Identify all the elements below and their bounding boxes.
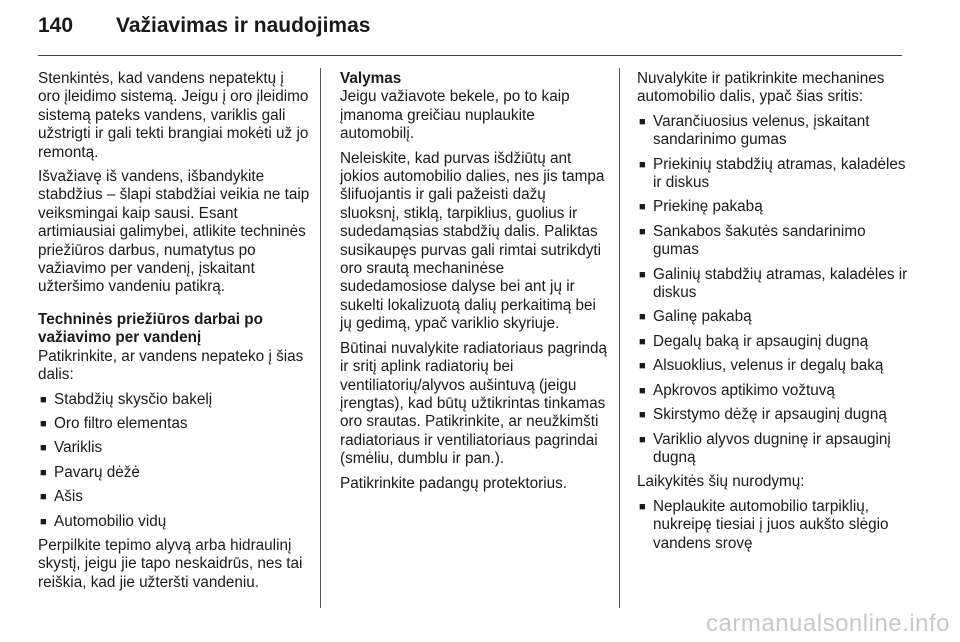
list-item: ■ Priekinę pakabą (639, 198, 763, 216)
paragraph: Stenkintės, kad vandens nepatektų į oro įleidimo sistemą. Jeigu į oro įleidimo sistemą pateks vandens, variklis gali užstrigti ir gali tekti brangiai mokėti už jo remontą. (38, 70, 309, 161)
subheading: Techninės priežiūros darbai po važiavimo per vandenį (38, 310, 263, 347)
column-1 (38, 70, 310, 598)
bullet-icon: ■ (639, 360, 646, 373)
list-item: ■ Galinių stabdžių atramas, kaladėles ir diskus (639, 265, 908, 302)
paragraph: Jeigu važiavote bekele, po to kaip įmanoma greičiau nuplaukite automobilį. (340, 88, 570, 143)
list-item: ■ Sankabos šakutės sandarinimo gumas (639, 222, 866, 259)
paragraph: Būtinai nuvalykite radiatoriaus pagrindą ir sritį aplink radiatorių bei ventiliatorių/alyvos aušintuvą (jeigu įrengtas), kad būtų užtikrintas tinkamas oro srautas. Patikrinkite, ar neužkimšti radiatoriaus ir ventiliatoriaus pagrindai (smėliu, dumblu ir pan.). (340, 339, 608, 468)
bullet-icon: ■ (40, 417, 47, 430)
subheading: Valymas (340, 70, 402, 87)
section-title: Važiavimas ir naudojimas (116, 14, 371, 37)
paragraph: Patikrinkite padangų protektorius. (340, 474, 568, 492)
list-item: ■ Galinę pakabą (639, 308, 752, 326)
list-item: ■ Automobilio vidų (40, 512, 167, 530)
paragraph: Perpilkite tepimo alyvą arba hidraulinį skystį, jeigu jie tapo neskaidrūs, nes tai reiškia, kad jie užteršti vandeniu. (38, 536, 303, 591)
bullet-list (637, 498, 909, 553)
list-item: ■ Variklis (40, 439, 103, 457)
paragraph: Nuvalykite ir patikrinkite mechanines automobilio dalis, ypač šias sritis: (637, 70, 885, 106)
bullet-icon: ■ (639, 158, 646, 171)
bullet-icon: ■ (639, 384, 646, 397)
bullet-icon: ■ (639, 335, 646, 348)
bullet-icon: ■ (40, 466, 47, 479)
list-item: ■ Priekinių stabdžių atramas, kaladėles ir diskus (639, 155, 906, 192)
bullet-icon: ■ (639, 115, 646, 128)
bullet-list (637, 113, 909, 468)
page-header (38, 14, 370, 50)
paragraph: Laikykitės šių nurodymų: (637, 473, 805, 491)
list-item: ■ Skirstymo dėžę ir apsauginį dugną (639, 406, 887, 424)
paragraph: Neleiskite, kad purvas išdžiūtų ant jokios automobilio dalies, nes jis tampa šlifuojantis ir gali pažeisti dažų sluoksnį, stiklą, tarpiklius, guolius ir sudedamąsias stabdžių dalis. Paliktas susikaupęs purvas gali rimtai sutrikdyti oro srautą mechaninėse sudedamosiose dalyse bei ant jų ir sukelti lokalizuotą dalių perkaitimą bei jų gedimą, ypač variklio skyriuje. (340, 149, 605, 333)
paragraph: Patikrinkite, ar vandens nepateko į šias dalis: (38, 347, 304, 384)
bullet-list (38, 391, 310, 531)
list-item: ■ Neplaukite automobilio tarpiklių, nukreipę tiesiai į juos aukšto slėgio vandens srovę (639, 497, 889, 552)
list-item: ■ Oro filtro elementas (40, 414, 188, 432)
column-divider (619, 68, 620, 608)
page-number: 140 (38, 14, 74, 37)
watermark: carmanualsonline.info (706, 610, 950, 637)
column-2 (340, 70, 608, 499)
bullet-icon: ■ (40, 491, 47, 504)
bullet-icon: ■ (639, 225, 646, 238)
paragraph: Išvažiavę iš vandens, išbandykite stabdžius – šlapi stabdžiai veikia ne taip veiksmingai kaip sausi. Esant artimiausiai galimybei, atlikite techninės priežiūros darbus, numatytus po važiavimo per vandenį, įskaitant užteršimo vandeniu patikrą. (38, 168, 310, 296)
bullet-icon: ■ (639, 409, 646, 422)
list-item: ■ Pavarų dėžė (40, 463, 140, 481)
list-item: ■ Stabdžių skysčio bakelį (40, 390, 213, 408)
bullet-icon: ■ (639, 268, 646, 281)
bullet-icon: ■ (40, 442, 47, 455)
bullet-icon: ■ (639, 311, 646, 324)
list-item: ■ Alsuoklius, velenus ir degalų baką (639, 357, 884, 375)
bullet-icon: ■ (639, 201, 646, 214)
list-item: ■ Ašis (40, 488, 83, 506)
list-item: ■ Variklio alyvos dugninę ir apsauginį dugną (639, 430, 891, 466)
header-divider (38, 55, 902, 56)
list-item: ■ Degalų baką ir apsauginį dugną (639, 332, 869, 350)
bullet-icon: ■ (40, 515, 47, 528)
list-item: ■ Varančiuosius velenus, įskaitant sandarinimo gumas (639, 112, 870, 149)
bullet-icon: ■ (639, 500, 646, 513)
bullet-icon: ■ (40, 393, 47, 406)
column-3 (637, 70, 909, 559)
column-divider (320, 68, 321, 608)
list-item: ■ Apkrovos aptikimo vožtuvą (639, 381, 835, 399)
bullet-icon: ■ (639, 433, 646, 446)
